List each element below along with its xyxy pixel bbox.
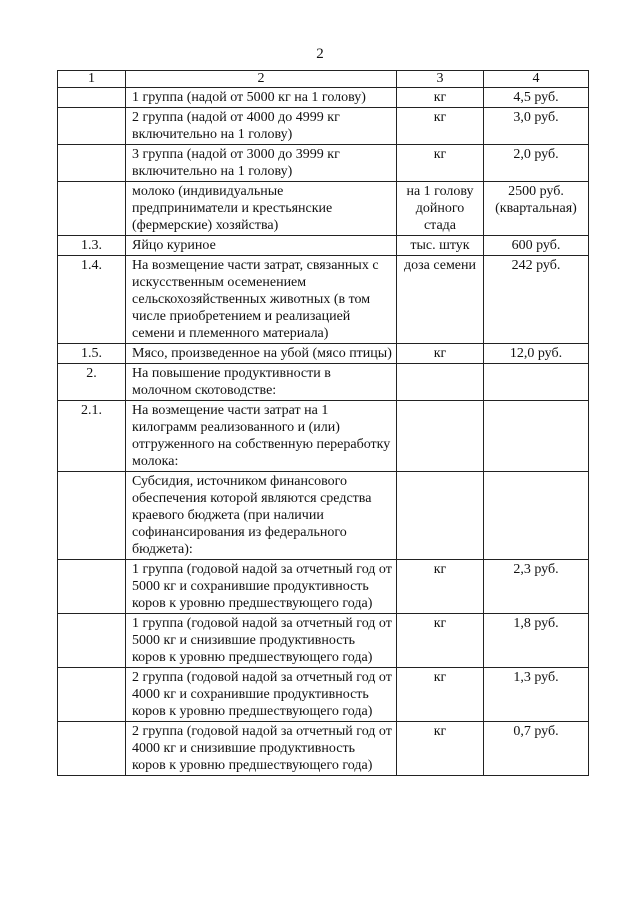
row-number <box>58 88 126 108</box>
row-unit: кг <box>397 560 484 614</box>
row-number: 1.4. <box>58 256 126 344</box>
row-name: Яйцо куриное <box>126 236 397 256</box>
row-rate: 242 руб. <box>484 256 589 344</box>
row-name: молоко (индивидуальные предприниматели и крестьянские (фермерские) хозяйства) <box>126 182 397 236</box>
row-rate: 12,0 руб. <box>484 344 589 364</box>
row-number <box>58 182 126 236</box>
row-number <box>58 722 126 776</box>
row-unit: кг <box>397 668 484 722</box>
table-row <box>58 145 589 182</box>
row-unit <box>397 364 484 401</box>
row-number: 2. <box>58 364 126 401</box>
row-unit: доза семени <box>397 256 484 344</box>
row-rate: 2,3 руб. <box>484 560 589 614</box>
row-unit: кг <box>397 722 484 776</box>
table-row <box>58 560 589 614</box>
table-row <box>58 108 589 145</box>
subsidy-rates-table <box>57 70 589 776</box>
table-row <box>58 236 589 256</box>
row-unit: кг <box>397 614 484 668</box>
table-row <box>58 256 589 344</box>
row-number <box>58 614 126 668</box>
table-row <box>58 614 589 668</box>
row-unit: на 1 голову дойного стада <box>397 182 484 236</box>
table-row <box>58 668 589 722</box>
header-cell: 1 <box>58 71 126 88</box>
row-name: 1 группа (годовой надой за отчетный год от 5000 кг и снизившие продуктивность коров к уровню предшествующего года) <box>126 614 397 668</box>
row-unit: кг <box>397 108 484 145</box>
row-number <box>58 108 126 145</box>
row-number: 1.5. <box>58 344 126 364</box>
row-rate <box>484 472 589 560</box>
page-number: 2 <box>316 46 324 62</box>
row-name: 2 группа (годовой надой за отчетный год от 4000 кг и снизившие продуктивность коров к уровню предшествующего года) <box>126 722 397 776</box>
table-row <box>58 88 589 108</box>
row-rate <box>484 401 589 472</box>
row-number <box>58 560 126 614</box>
row-name: На возмещение части затрат, связанных с искусственным осеменением сельскохозяйственных животных (в том числе приобретением и реализацией семени и племенного материала) <box>126 256 397 344</box>
row-name: Субсидия, источником финансового обеспечения которой являются средства краевого бюджета (при наличии софинансирования из федерального бюджета): <box>126 472 397 560</box>
table-header-row <box>58 71 589 88</box>
row-name: 2 группа (годовой надой за отчетный год от 4000 кг и сохранившие продуктивность коров к уровню предшествующего года) <box>126 668 397 722</box>
row-rate: 2,0 руб. <box>484 145 589 182</box>
row-unit <box>397 401 484 472</box>
row-name: На повышение продуктивности в молочном скотоводстве: <box>126 364 397 401</box>
row-name: Мясо, произведенное на убой (мясо птицы) <box>126 344 397 364</box>
row-name: 1 группа (надой от 5000 кг на 1 голову) <box>126 88 397 108</box>
table-row <box>58 722 589 776</box>
row-rate: 1,8 руб. <box>484 614 589 668</box>
table-row <box>58 182 589 236</box>
header-cell: 3 <box>397 71 484 88</box>
row-name: 2 группа (надой от 4000 до 4999 кг включительно на 1 голову) <box>126 108 397 145</box>
row-number <box>58 668 126 722</box>
row-number: 2.1. <box>58 401 126 472</box>
row-rate: 600 руб. <box>484 236 589 256</box>
header-cell: 2 <box>126 71 397 88</box>
row-name: 3 группа (надой от 3000 до 3999 кг включительно на 1 голову) <box>126 145 397 182</box>
row-unit: кг <box>397 344 484 364</box>
row-name: На возмещение части затрат на 1 килограмм реализованного и (или) отгруженного на собственную переработку молока: <box>126 401 397 472</box>
row-number <box>58 145 126 182</box>
row-unit: кг <box>397 88 484 108</box>
row-rate: 2500 руб. (квартальная) <box>484 182 589 236</box>
header-cell: 4 <box>484 71 589 88</box>
row-rate: 1,3 руб. <box>484 668 589 722</box>
row-unit <box>397 472 484 560</box>
table-row <box>58 472 589 560</box>
table-row <box>58 401 589 472</box>
row-unit: кг <box>397 145 484 182</box>
row-name: 1 группа (годовой надой за отчетный год от 5000 кг и сохранившие продуктивность коров к уровню предшествующего года) <box>126 560 397 614</box>
row-rate: 3,0 руб. <box>484 108 589 145</box>
row-rate: 4,5 руб. <box>484 88 589 108</box>
row-number: 1.3. <box>58 236 126 256</box>
table-row <box>58 364 589 401</box>
row-rate: 0,7 руб. <box>484 722 589 776</box>
row-rate <box>484 364 589 401</box>
row-unit: тыс. штук <box>397 236 484 256</box>
table-row <box>58 344 589 364</box>
row-number <box>58 472 126 560</box>
